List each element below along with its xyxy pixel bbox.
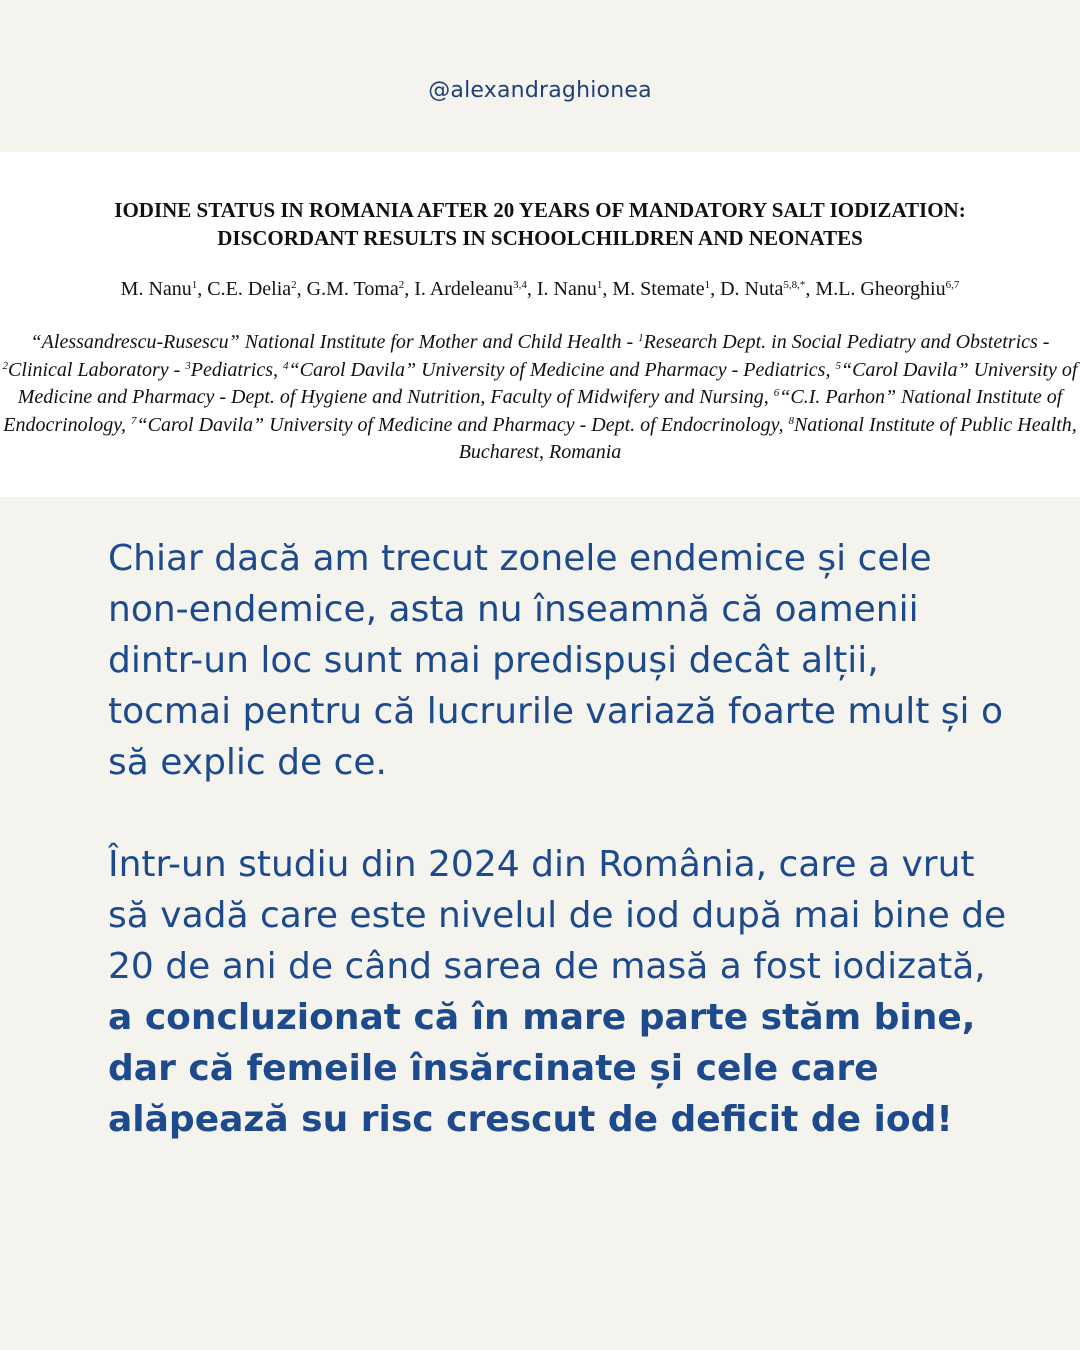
paragraph-endemic-zones: Chiar dacă am trecut zonele endemice și cele non-endemice, asta nu înseamnă că oamenii dintr-un loc sunt mai predispuși decât alții, tocmai pentru că lucrurile variază foarte mult și o să explic de ce. xyxy=(108,538,1003,783)
paper-excerpt xyxy=(0,152,1080,497)
study-conclusion-text: a concluzionat că în mare parte stăm bine, dar că femeile însărcinate și cele care alăpează su risc crescut de deficit de iod! xyxy=(108,997,976,1140)
author: I. Ardeleanu$^{3,4}$ xyxy=(414,278,527,300)
affiliations: “Alessandrescu-Rusescu” National Institute for Mother and Child Health - $^1$Research Dept. in Social Pediatry and Obstetrics - $^2$Clinical Laboratory - $^3$Pediatrics, $^4$“Carol Davila” University of Medicine and Pharmacy - Pediatrics, $^5$“Carol Davila” University of Medicine and Pharmacy - Dept. of Hygiene and Nutrition, Faculty of Midwifery and Nursing, $^6$“C.I. Parhon” National Institute of Endocrinology, $^7$“Carol Davila” University of Medicine and Pharmacy - Dept. of Endocrinology, $^8$National Institute of Public Health, Bucharest, Romania xyxy=(2,331,1078,463)
author: I. Nanu$^1$ xyxy=(536,278,603,300)
author: M. Nanu$^1$ xyxy=(120,278,198,300)
author-list: M. Nanu$^1$, C.E. Delia$^2$, G.M. Toma$^2$, I. Ardeleanu$^{3,4}$, I. Nanu$^1$, M. Stemate$^1$, D. Nuta$^{5,8,*}$, M.L. Gheorghiu$^{6,7}$ xyxy=(120,278,960,300)
author: C.E. Delia$^2$ xyxy=(207,278,297,300)
author: M. Stemate$^1$ xyxy=(612,278,711,300)
paper-title-line-1: IODINE STATUS IN ROMANIA AFTER 20 YEARS OF MANDATORY SALT IODIZATION: xyxy=(114,198,966,222)
paper-title-line-2: DISCORDANT RESULTS IN SCHOOLCHILDREN AND NEONATES xyxy=(217,226,863,250)
paper-title xyxy=(0,196,1080,252)
paragraph-study-2024 xyxy=(108,839,1008,1145)
account-handle: @alexandraghionea xyxy=(428,78,652,103)
author: G.M. Toma$^2$ xyxy=(306,278,405,300)
author: M.L. Gheorghiu$^{6,7}$ xyxy=(815,278,960,300)
study-intro-text: Într-un studiu din 2024 din România, care a vrut să vadă care este nivelul de iod după mai bine de 20 de ani de când sarea de masă a fost iodizată, xyxy=(108,844,1007,987)
post-body xyxy=(108,533,1008,1145)
author: D. Nuta$^{5,8,*}$ xyxy=(720,278,806,300)
